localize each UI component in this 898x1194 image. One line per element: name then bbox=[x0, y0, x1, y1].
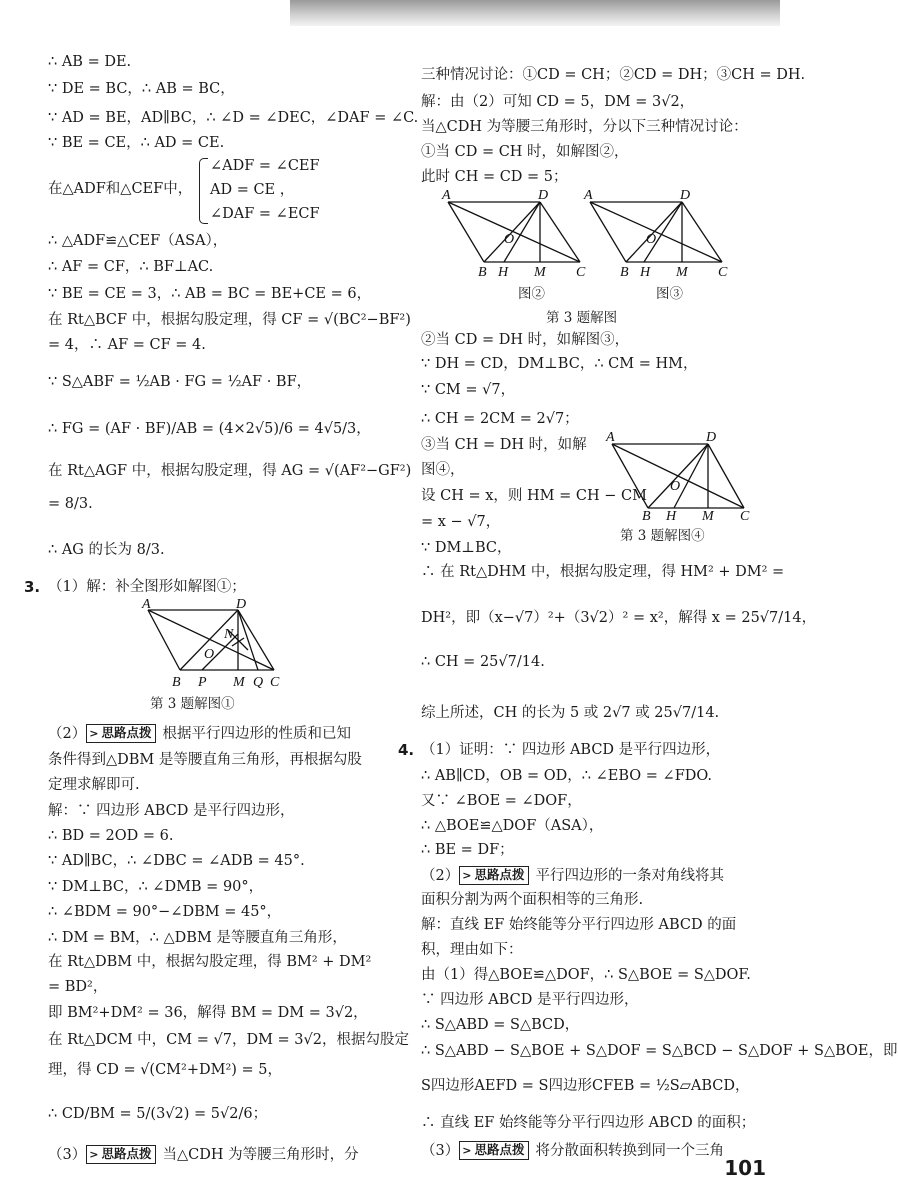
text-line bbox=[421, 1141, 724, 1160]
text-line: ∴ AG 的长为 8/3. bbox=[48, 542, 165, 558]
text-line: （1）证明：∵ 四边形 ABCD 是平行四边形， bbox=[421, 742, 721, 758]
figure-caption: 第 3 题解图④ bbox=[620, 528, 705, 544]
figure-label: B bbox=[620, 265, 629, 280]
text-line: 此时 CH = CD = 5； bbox=[421, 169, 568, 185]
figure-label: B bbox=[172, 675, 181, 690]
figure-label: D bbox=[538, 188, 549, 203]
text-line: 解：∵ 四边形 ABCD 是平行四边形， bbox=[48, 803, 295, 819]
figure-label: C bbox=[740, 509, 750, 524]
figure-label: H bbox=[498, 265, 509, 280]
figure-label: D bbox=[680, 188, 691, 203]
text-line: 三种情况讨论：①CD = CH；②CD = DH；③CH = DH. bbox=[421, 67, 806, 83]
tip-badge bbox=[86, 1145, 156, 1164]
figure-label: O bbox=[504, 232, 515, 247]
text-line: 在 Rt△DBM 中，根据勾股定理，得 BM² + DM² bbox=[48, 954, 372, 970]
text-line: ∴ FG = (AF · BF)/AB = (4×2√5)/6 = 4√5/3， bbox=[48, 421, 371, 437]
figure-label: M bbox=[534, 265, 546, 280]
text-line: = x − √7， bbox=[421, 514, 501, 530]
text-line: = 8/3. bbox=[48, 496, 93, 512]
text-line: ∴ ∠BDM = 90°−∠DBM = 45°， bbox=[48, 904, 282, 920]
text-line: 在 Rt△DCM 中，CM = √7，DM = 3√2，根据勾股定 bbox=[48, 1032, 409, 1048]
figure-label: N bbox=[224, 627, 234, 642]
text-line: = 4，∴ AF = CF = 4. bbox=[48, 337, 206, 353]
system-brace bbox=[199, 158, 208, 224]
text-line: ∵ DH = CD，DM⊥BC，∴ CM = HM， bbox=[421, 356, 698, 372]
text-line: S四边形AEFD = S四边形CFEB = ½S▱ABCD， bbox=[421, 1078, 750, 1094]
text-line: ∴ 直线 EF 始终能等分平行四边形 ABCD 的面积； bbox=[421, 1115, 756, 1131]
figure-label: O bbox=[204, 647, 215, 662]
text-line: 在 Rt△BCF 中，根据勾股定理，得 CF = √(BC²−BF²) bbox=[48, 312, 411, 328]
text-line: （1）解：补全图形如解图①； bbox=[48, 579, 246, 595]
text-line: ∴ CH = 2CM = 2√7； bbox=[421, 411, 579, 427]
figure-caption: 第 3 题解图 bbox=[546, 310, 618, 326]
text-line: 解：由（2）可知 CD = 5，DM = 3√2， bbox=[421, 94, 695, 110]
text-line: 解：直线 EF 始终能等分平行四边形 ABCD 的面 bbox=[421, 917, 737, 933]
figure-label: P bbox=[198, 675, 207, 690]
text-span: （2） bbox=[48, 726, 87, 742]
text-line: ∵ CM = √7， bbox=[421, 382, 516, 398]
figure-4 bbox=[604, 428, 754, 524]
text-span: 根据平行四边形的性质和已知 bbox=[162, 726, 351, 742]
figure-label: B bbox=[478, 265, 487, 280]
tip-label: 思路点拨 bbox=[101, 1146, 152, 1161]
figure-label: C bbox=[270, 675, 280, 690]
figure-3 bbox=[582, 186, 732, 278]
text-line: ∴ BE = DF； bbox=[421, 842, 514, 858]
problem-number: 3. bbox=[24, 578, 41, 596]
text-line: ∵ AD = BE，AD∥BC，∴ ∠D = ∠DEC，∠DAF = ∠C. bbox=[48, 110, 419, 126]
text-line: ∴ △BOE≌△DOF（ASA）， bbox=[421, 818, 604, 834]
text-line: 定理求解即可. bbox=[48, 777, 140, 793]
scan-shadow bbox=[290, 0, 780, 26]
text-line: ∵ 四边形 ABCD 是平行四边形， bbox=[421, 992, 639, 1008]
figure-1 bbox=[140, 598, 290, 690]
text-line: ∵ DE = BC，∴ AB = BC， bbox=[48, 81, 235, 97]
figure-label: D bbox=[236, 597, 247, 612]
text-line: ∵ AD∥BC，∴ ∠DBC = ∠ADB = 45°. bbox=[48, 853, 305, 869]
text-line: ∴ CH = 25√7/14. bbox=[421, 654, 545, 670]
text-line: ∴ AF = CF，∴ BF⊥AC. bbox=[48, 259, 214, 275]
figure-caption: 第 3 题解图① bbox=[150, 696, 235, 712]
arrow-icon: > bbox=[89, 727, 99, 740]
problem-number: 4. bbox=[398, 741, 415, 759]
text-line: ∴ 在 Rt△DHM 中，根据勾股定理，得 HM² + DM² = bbox=[421, 564, 785, 580]
figure-2 bbox=[440, 186, 590, 278]
figure-label: M bbox=[676, 265, 688, 280]
text-line: 条件得到△DBM 是等腰直角三角形，再根据勾股 bbox=[48, 752, 362, 768]
text-line: ∴ DM = BM，∴ △DBM 是等腰直角三角形， bbox=[48, 930, 347, 946]
tip-label: 思路点拨 bbox=[474, 867, 525, 882]
figure-label: M bbox=[233, 675, 245, 690]
figure-label: A bbox=[142, 597, 151, 612]
text-line: ∴ △ADF≌△CEF（ASA）， bbox=[48, 233, 228, 249]
figure-label: C bbox=[576, 265, 586, 280]
text-line: ∠ADF = ∠CEF bbox=[210, 158, 320, 174]
text-line: ∴ BD = 2OD = 6. bbox=[48, 828, 174, 844]
text-line: ∴ CD/BM = 5/(3√2) = 5√2/6； bbox=[48, 1106, 268, 1122]
figure-label: A bbox=[442, 188, 451, 203]
arrow-icon: > bbox=[462, 869, 472, 882]
text-line: ∵ S△ABF = ½AB · FG = ½AF · BF， bbox=[48, 374, 312, 390]
text-line: 又∵ ∠BOE = ∠DOF， bbox=[421, 793, 582, 809]
figure-label: B bbox=[642, 509, 651, 524]
text-line: ③当 CH = DH 时，如解 bbox=[421, 437, 587, 453]
text-line: 由（1）得△BOE≌△DOF，∴ S△BOE = S△DOF. bbox=[421, 967, 751, 983]
text-line: 理，得 CD = √(CM²+DM²) = 5， bbox=[48, 1062, 283, 1078]
tip-label: 思路点拨 bbox=[474, 1142, 525, 1157]
figure-label: O bbox=[670, 479, 681, 494]
figure-label: Q bbox=[253, 675, 264, 690]
text-line: ∵ DM⊥BC， bbox=[421, 540, 512, 556]
text-line: ∴ S△ABD = S△BCD， bbox=[421, 1017, 580, 1033]
text-line: ∵ BE = CE = 3，∴ AB = BC = BE+CE = 6， bbox=[48, 286, 372, 302]
text-line: 综上所述，CH 的长为 5 或 2√7 或 25√7/14. bbox=[421, 705, 720, 721]
figure-label: H bbox=[640, 265, 651, 280]
text-line: = BD²， bbox=[48, 979, 108, 995]
text-span: （2） bbox=[421, 868, 460, 884]
text-span: （3） bbox=[48, 1147, 87, 1163]
figure-label: C bbox=[718, 265, 728, 280]
text-line: ∠DAF = ∠ECF bbox=[210, 206, 320, 222]
arrow-icon: > bbox=[462, 1144, 472, 1157]
text-span: 将分散面积转换到同一个三角 bbox=[535, 1143, 724, 1159]
text-line bbox=[48, 724, 351, 743]
text-line: 设 CH = x，则 HM = CH − CM bbox=[421, 488, 647, 504]
text-line: 当△CDH 为等腰三角形时，分以下三种情况讨论： bbox=[421, 119, 748, 135]
text-line: DH²，即（x−√7）²+（3√2）² = x²，解得 x = 25√7/14， bbox=[421, 610, 817, 626]
text-line: ∵ BE = CE，∴ AD = CE. bbox=[48, 135, 225, 151]
text-line: 图④， bbox=[421, 462, 465, 478]
text-line: ∴ AB = DE. bbox=[48, 54, 132, 70]
figure-label: A bbox=[584, 188, 593, 203]
text-line: ②当 CD = DH 时，如解图③， bbox=[421, 332, 630, 348]
text-line: 在 Rt△AGF 中，根据勾股定理，得 AG = √(AF²−GF²) bbox=[48, 463, 412, 479]
tip-badge bbox=[459, 866, 529, 885]
text-line: 积，理由如下： bbox=[421, 942, 523, 958]
tip-badge bbox=[86, 724, 156, 743]
text-line: AD = CE ， bbox=[210, 182, 295, 198]
tip-badge bbox=[459, 1141, 529, 1160]
text-line: ①当 CD = CH 时，如解图②， bbox=[421, 144, 629, 160]
figure-label: O bbox=[646, 232, 657, 247]
tip-label: 思路点拨 bbox=[101, 725, 152, 740]
figure-label: H bbox=[666, 509, 677, 524]
page-number: 101 bbox=[724, 1156, 766, 1180]
text-line: 在△ADF和△CEF中， bbox=[48, 181, 193, 197]
figure-caption: 图③ bbox=[656, 286, 683, 302]
text-line: ∴ S△ABD − S△BOE + S△DOF = S△BCD − S△DOF + S△BOE，即 bbox=[421, 1043, 898, 1059]
text-line: ∵ DM⊥BC，∴ ∠DMB = 90°， bbox=[48, 879, 264, 895]
figure-label: A bbox=[606, 430, 615, 445]
text-line: 即 BM²+DM² = 36，解得 BM = DM = 3√2， bbox=[48, 1005, 368, 1021]
figure-caption: 图② bbox=[518, 286, 545, 302]
figure-label: D bbox=[706, 430, 717, 445]
text-line: 面积分割为两个面积相等的三角形. bbox=[421, 892, 644, 908]
figure-label: M bbox=[702, 509, 714, 524]
text-span: 平行四边形的一条对角线将其 bbox=[535, 868, 724, 884]
text-span: （3） bbox=[421, 1143, 460, 1159]
text-span: 当△CDH 为等腰三角形时，分 bbox=[162, 1147, 359, 1163]
text-line bbox=[48, 1145, 359, 1164]
text-line: ∴ AB∥CD，OB = OD，∴ ∠EBO = ∠FDO. bbox=[421, 768, 713, 784]
text-line bbox=[421, 866, 724, 885]
arrow-icon: > bbox=[89, 1148, 99, 1161]
